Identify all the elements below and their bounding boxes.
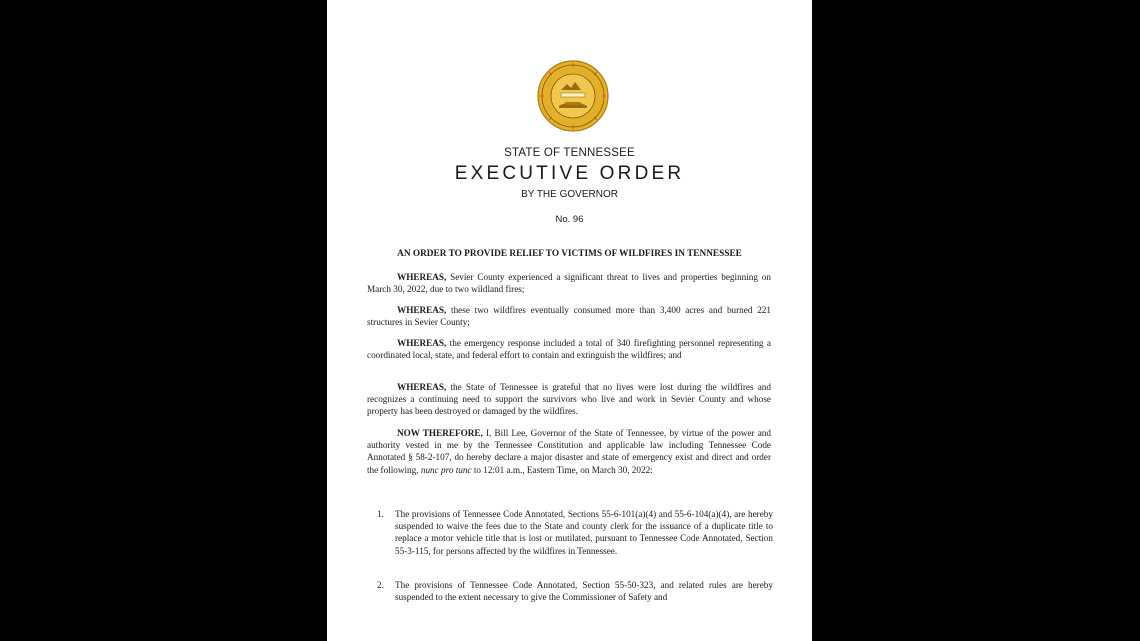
now-therefore-paragraph (367, 427, 771, 476)
paragraph-text: I, Bill Lee, Governor of the State of Tennessee, by virtue of the power and authority vested in me by the Tennessee Constitution and applicable law including Tennessee Code Annotated § 58-2-107, do hereby declare a major disaster and state of emergency exist and direct and order the following, (367, 428, 771, 475)
item-number: 2. (377, 580, 384, 590)
item-number: 1. (377, 509, 384, 519)
state-name: STATE OF TENNESSEE (504, 147, 635, 159)
paragraph-lead: WHEREAS, (397, 382, 447, 392)
paragraph-text: the emergency response included a total of 340 firefighting personnel representing a coordinated local, state, and federal effort to contain and extinguish the wildfires; and (367, 338, 771, 361)
paragraph-lead: NOW THEREFORE, (397, 428, 483, 438)
whereas-paragraph-3 (367, 337, 771, 361)
paragraph-lead: WHEREAS, (397, 338, 447, 348)
order-item-1 (377, 508, 773, 557)
whereas-paragraph-4 (367, 381, 771, 418)
latin-phrase: nunc pro tunc (420, 464, 472, 475)
order-heading: AN ORDER TO PROVIDE RELIEF TO VICTIMS OF WILDFIRES IN TENNESSEE (397, 249, 742, 259)
item-text: The provisions of Tennessee Code Annotated, Sections 55-6-101(a)(4) and 55-6-104(a)(4), are hereby suspended to waive the fees due to the State and county clerk for the issuance of a duplicate title to replace a motor vehicle title that is lost or mutilated, pursuant to Tennessee Code Annotated, Section 55-3-115, for persons affected by the wildfires in Tennessee. (395, 509, 773, 556)
whereas-paragraph-1 (367, 271, 771, 295)
order-item-2 (377, 579, 773, 603)
order-number: No. 96 (555, 214, 584, 225)
paragraph-text: Sevier County experienced a significant threat to lives and properties beginning on March 30, 2022, due to two wildland fires; (367, 272, 771, 295)
paragraph-text: the State of Tennessee is grateful that no lives were lost during the wildfires and recognizes a continuing need to support the survivors who live and work in Sevier County and whose property has been destroyed or damaged by the wildfires. (367, 382, 771, 417)
whereas-paragraph-2 (367, 304, 771, 328)
paragraph-lead: WHEREAS, (397, 305, 447, 315)
tennessee-state-seal (537, 60, 609, 132)
document-title: EXECUTIVE ORDER (454, 163, 685, 184)
by-governor-line: BY THE GOVERNOR (521, 189, 618, 200)
document-page (327, 0, 812, 641)
paragraph-tail: to 12:01 a.m., Eastern Time, on March 30, 2022: (471, 464, 653, 475)
item-text: The provisions of Tennessee Code Annotated, Section 55-50-323, and related rules are hereby suspended to the extent necessary to give the Commissioner of Safety and (395, 580, 773, 603)
paragraph-text: these two wildfires eventually consumed more than 3,400 acres and burned 221 structures in Sevier County; (367, 305, 771, 328)
paragraph-lead: WHEREAS, (397, 272, 447, 282)
